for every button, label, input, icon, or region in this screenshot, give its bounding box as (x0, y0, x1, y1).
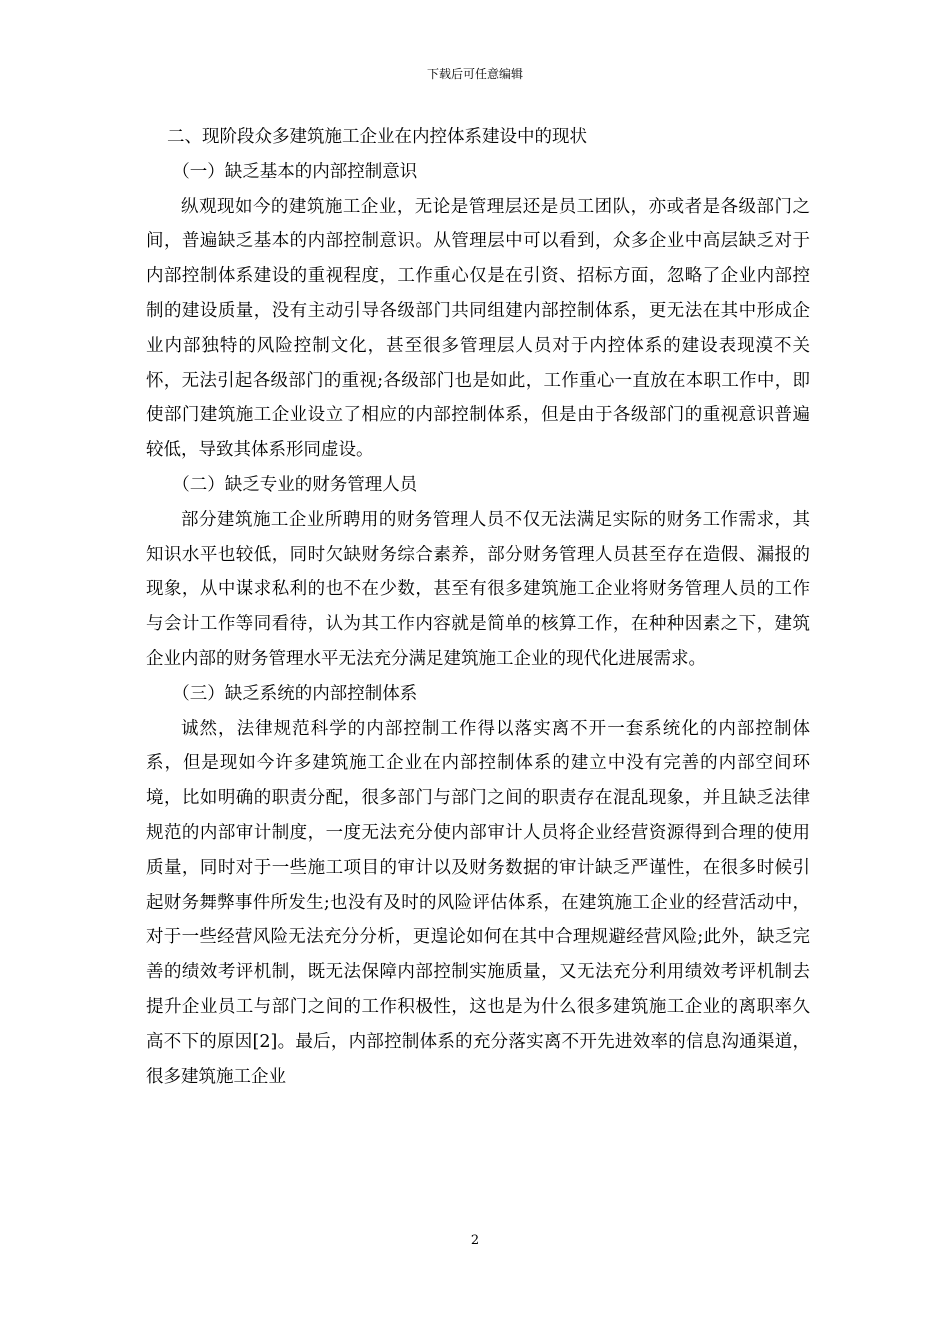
paragraph-3: 诚然，法律规范科学的内部控制工作得以落实离不开一套系统化的内部控制体系，但是现如今许多建筑施工企业在内部控制体系的建立中没有完善的内部空间环境，比如明确的职责分配，很多部门与部门之间的职责存在混乱现象，并且缺乏法律规范的内部审计制度，一度无法充分使内部审计人员将企业经营资源得到合理的使用质量，同时对于一些施工项目的审计以及财务数据的审计缺乏严谨性，在很多时候引起财务舞弊事件所发生;也没有及时的风险评估体系，在建筑施工企业的经营活动中，对于一些经营风险无法充分分析，更遑论如何在其中合理规避经营风险;此外，缺乏完善的绩效考评机制，既无法保障内部控制实施质量，又无法充分利用绩效考评机制去提升企业员工与部门之间的工作积极性，这也是为什么很多建筑施工企业的离职率久高不下的原因[2]。最后，内部控制体系的充分落实离不开先进效率的信息沟通渠道，很多建筑施工企业 (146, 718, 810, 1087)
subsection-title-3: （三）缺乏系统的内部控制体系 (172, 683, 418, 704)
section-title: 二、现阶段众多建筑施工企业在内控体系建设中的现状 (167, 127, 587, 147)
page-number: 2 (470, 1233, 480, 1248)
subsection-title-2: （二）缺乏专业的财务管理人员 (172, 474, 418, 495)
paragraph-1: 纵观现如今的建筑施工企业，无论是管理层还是员工团队，亦或者是各级部门之间，普遍缺乏基本的内部控制意识。从管理层中可以看到，众多企业中高层缺乏对于内部控制体系建设的重视程度，工作重心仅是在引资、招标方面，忽略了企业内部控制的建设质量，没有主动引导各级部门共同组建内部控制体系，更无法在其中形成企业内部独特的风险控制文化，甚至很多管理层人员对于内控体系的建设表现漠不关怀，无法引起各级部门的重视;各级部门也是如此，工作重心一直放在本职工作中，即使部门建筑施工企业设立了相应的内部控制体系，但是由于各级部门的重视意识普遍较低，导致其体系形同虚设。 (146, 196, 810, 461)
paragraph-2: 部分建筑施工企业所聘用的财务管理人员不仅无法满足实际的财务工作需求，其知识水平也较低，同时欠缺财务综合素养，部分财务管理人员甚至存在造假、漏报的现象，从中谋求私利的也不在少数，甚至有很多建筑施工企业将财务管理人员的工作与会计工作等同看待，认为其工作内容就是简单的核算工作，在种种因素之下，建筑企业内部的财务管理水平无法充分满足建筑施工企业的现代化进展需求。 (146, 509, 810, 669)
document-body (146, 120, 810, 1094)
page-header: 下载后可任意编辑 (426, 67, 523, 81)
subsection-title-1: （一）缺乏基本的内部控制意识 (172, 161, 418, 182)
